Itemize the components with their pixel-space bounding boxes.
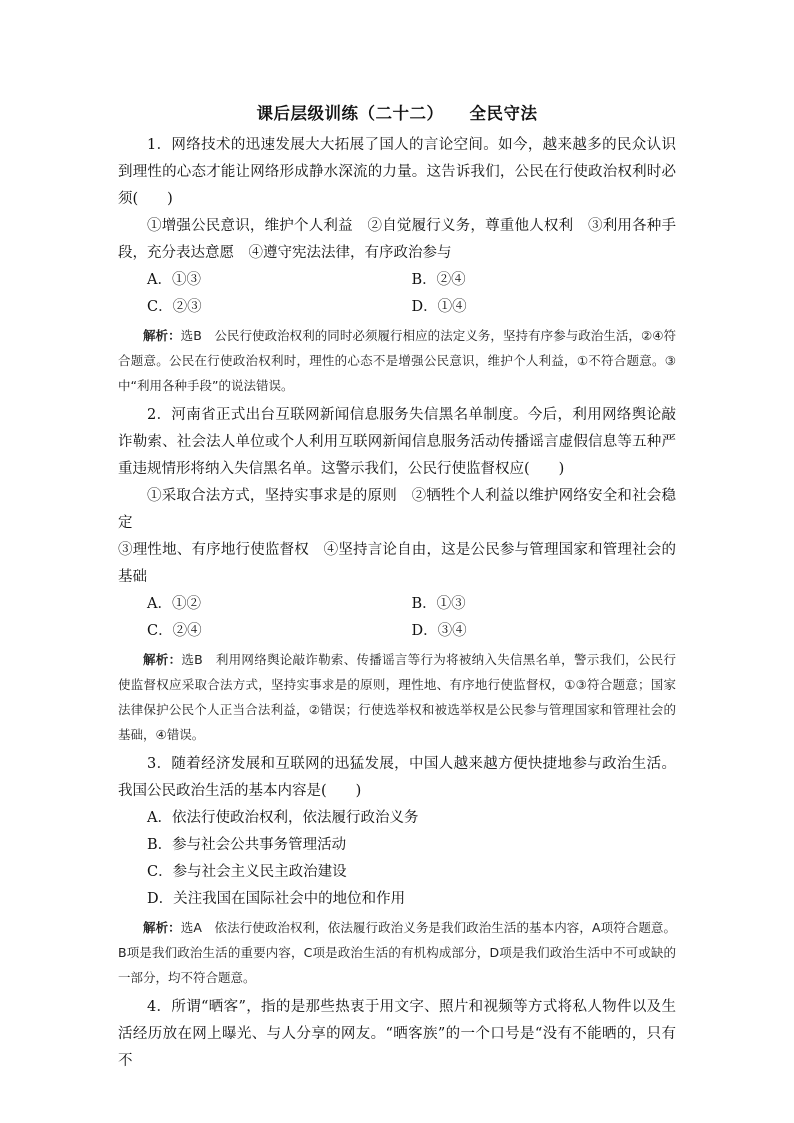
question-stem: 3．随着经济发展和互联网的迅猛发展，中国人越来越方便快捷地参与政治生活。我国公民政治生活的基本内容是( ) bbox=[118, 756, 676, 799]
question-stem: 2．河南省正式出台互联网新闻信息服务失信黑名单制度。今后，利用网络舆论敲诈勒索、社会法人单位或个人利用互联网新闻信息服务活动传播谣言虚假信息等五种严重违规情形将纳入失信黑名单。这警示我们，公民行使监督权应( ) bbox=[118, 407, 676, 477]
question-3 bbox=[118, 751, 676, 990]
option-a: A．①③ bbox=[147, 272, 201, 288]
option-d: D．③④ bbox=[411, 623, 467, 639]
option-b: B．参与社会公共事务管理活动 bbox=[147, 837, 347, 853]
answer-label: 解析： bbox=[143, 328, 181, 343]
answer-explanation bbox=[118, 647, 676, 747]
title-main: 课后层级训练（二十二） bbox=[256, 104, 444, 123]
option-c: C．②③ bbox=[147, 299, 202, 315]
option-list bbox=[118, 805, 676, 913]
option-b: B．②④ bbox=[411, 272, 466, 288]
option-d: D．①④ bbox=[411, 299, 467, 315]
page-title bbox=[118, 100, 676, 124]
option-row bbox=[118, 591, 676, 618]
question-4 bbox=[118, 994, 676, 1075]
option-a: A．依法行使政治权利，依法履行政治义务 bbox=[147, 810, 419, 826]
option-row bbox=[118, 618, 676, 645]
option-a: A．①② bbox=[147, 596, 201, 612]
option-c: C．参与社会主义民主政治建设 bbox=[147, 864, 347, 880]
option-c: C．②④ bbox=[147, 623, 202, 639]
answer-text: 选B 利用网络舆论敲诈勒索、传播谣言等行为将被纳入失信黑名单，警示我们，公民行使监督权应采取合法方式，坚持实事求是的原则，理性地、有序地行使监督权，①③符合题意；国家法律保护公民个人正当合法利益，②错误；行使选举权和被选举权是公民参与管理国家和管理社会的基础，④错误。 bbox=[118, 652, 676, 742]
answer-label: 解析： bbox=[143, 652, 182, 667]
title-sub: 全民守法 bbox=[469, 104, 538, 123]
question-2 bbox=[118, 402, 676, 747]
option-b: B．①③ bbox=[411, 596, 466, 612]
question-items: ①增强公民意识，维护个人利益 ②自觉履行义务，尊重他人权利 ③利用各种手段，充分表达意愿 ④遵守宪法法律，有序政治参与 bbox=[118, 218, 676, 261]
answer-text: 选B 公民行使政治权利的同时必须履行相应的法定义务，坚持有序参与政治生活，②④符合题意。公民在行使政治权利时，理性的心态不是增强公民意识，维护个人利益，①不符合题意。③中“利用各种手段”的说法错误。 bbox=[118, 328, 676, 393]
option-row bbox=[118, 294, 676, 321]
question-1 bbox=[118, 132, 676, 398]
answer-explanation bbox=[118, 323, 676, 398]
question-stem: 1．网络技术的迅速发展大大拓展了国人的言论空间。如今，越来越多的民众认识到理性的心态才能让网络形成静水深流的力量。这告诉我们，公民在行使政治权利时必须( ) bbox=[118, 137, 676, 207]
answer-explanation bbox=[118, 915, 676, 990]
question-items-continued: ③理性地、有序地行使监督权 ④坚持言论自由，这是公民参与管理国家和管理社会的基础 bbox=[118, 542, 676, 585]
answer-text: 选A 依法行使政治权利，依法履行政治义务是我们政治生活的基本内容，A项符合题意。B项是我们政治生活的重要内容，C项是政治生活的有机构成部分，D项是我们政治生活中不可或缺的一部分，均不符合题意。 bbox=[118, 920, 676, 985]
option-d: D．关注我国在国际社会中的地位和作用 bbox=[147, 891, 406, 907]
question-items: ①采取合法方式，坚持实事求是的原则 ②牺牲个人利益以维护网络安全和社会稳定 bbox=[118, 488, 676, 531]
worksheet-page bbox=[118, 100, 676, 1075]
option-row bbox=[118, 267, 676, 294]
question-stem: 4．所谓“晒客”，指的是那些热衷于用文字、照片和视频等方式将私人物件以及生活经历放在网上曝光、与人分享的网友。“晒客族”的一个口号是“没有不能晒的，只有不 bbox=[118, 999, 676, 1069]
answer-label: 解析： bbox=[143, 920, 181, 935]
